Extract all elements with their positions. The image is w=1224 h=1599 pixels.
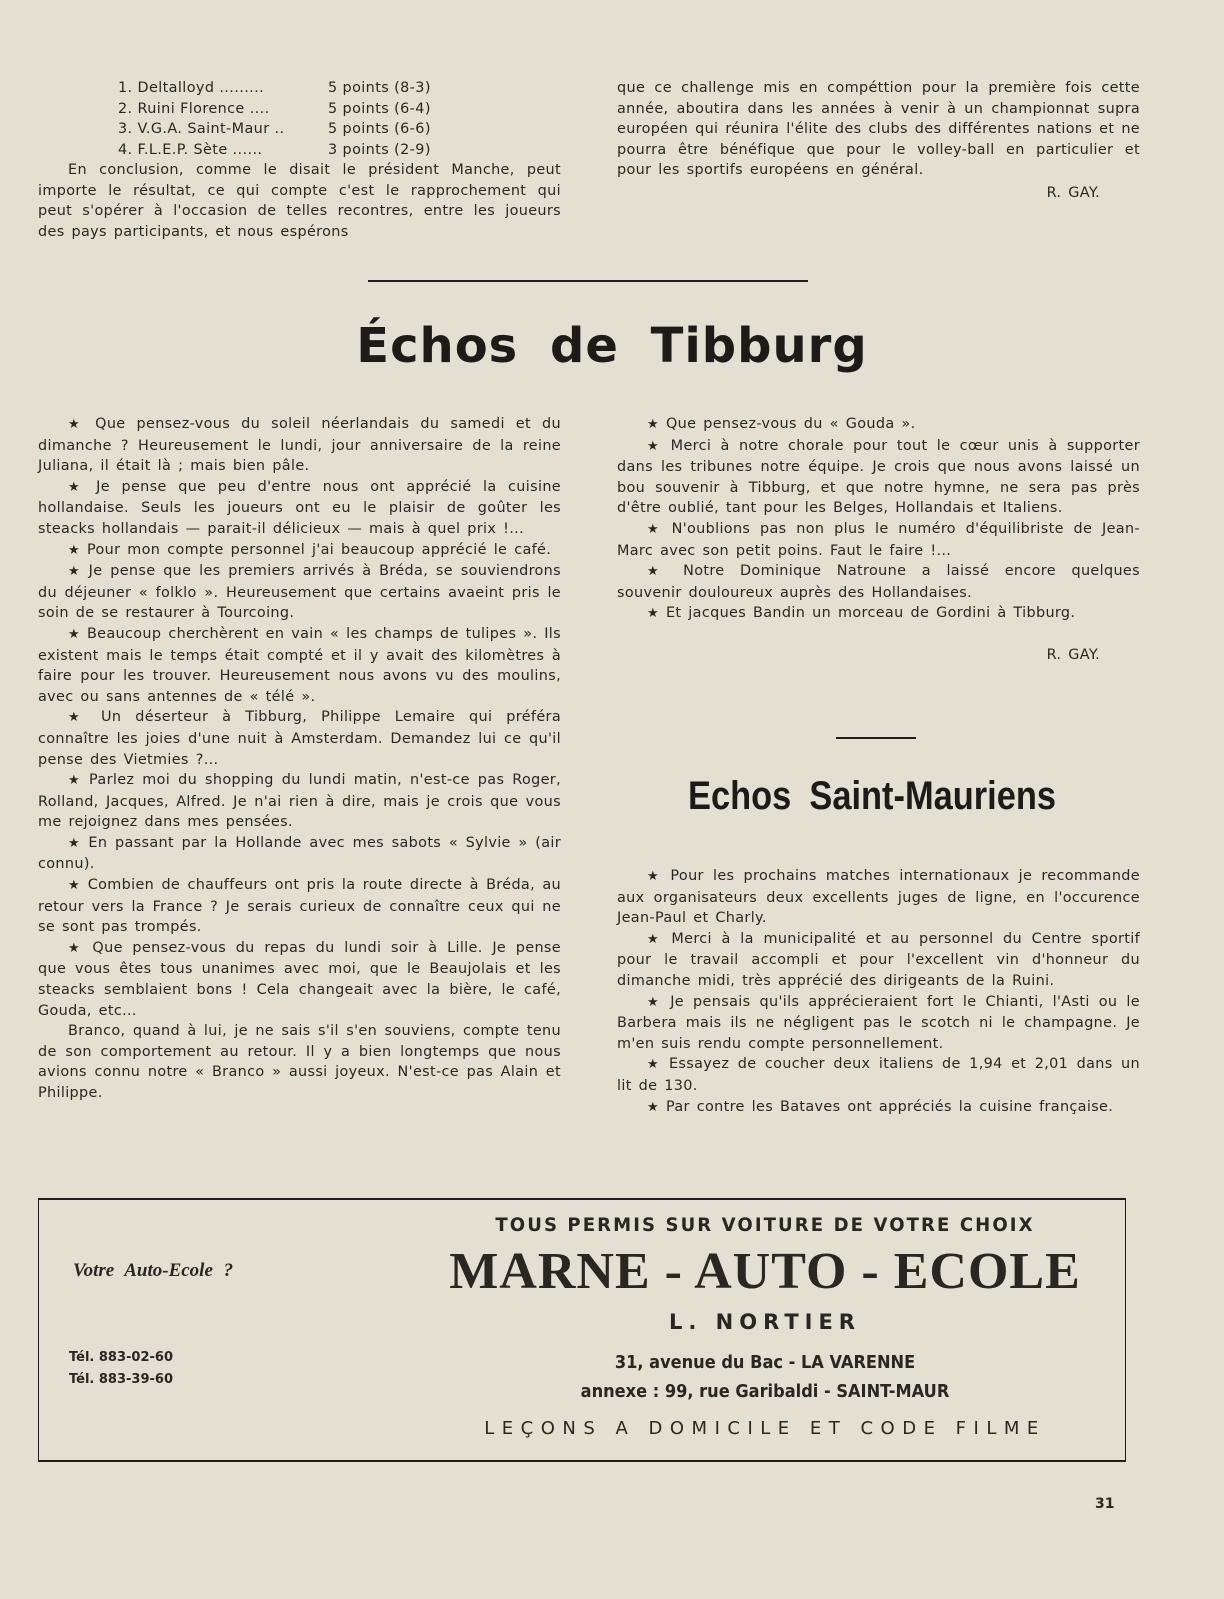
echo-item: ★ Pour mon compte personnel j'ai beaucoup apprécié le café. — [68, 541, 552, 558]
echo-item: ★ Je pense que peu d'entre nous ont apprécié la cuisine hollandaise. Seuls les joueurs ont eu le plaisir de goûter les steacks hollandais — parait-il délicieux — mais à quel prix !... — [38, 478, 561, 537]
star-icon: ★ — [647, 521, 662, 537]
ranking-row — [118, 78, 431, 99]
ranking-list — [118, 78, 431, 160]
intro-right-column — [617, 78, 1140, 204]
saint-mauriens-title: Echos Saint-Mauriens — [688, 774, 1056, 818]
echo-item: ★ Et jacques Bandin un morceau de Gordini à Tibburg. — [647, 605, 1076, 622]
ranking-team: 3. V.G.A. Saint-Maur .. — [118, 121, 285, 138]
star-icon: ★ — [68, 479, 85, 495]
echo-closing: Branco, quand à lui, je ne sais s'il s'en souviens, compte tenu de son comportement au retour. Il y a bien longtemps que nous avions connu notre « Branco » aussi joyeux. N'est-ce pas Alain et Philippe. — [38, 1023, 561, 1101]
echo-item: ★ Parlez moi du shopping du lundi matin, n'est-ce pas Roger, Rolland, Jacques, Alfred. Je n'ai rien à dire, mais je crois que vous me rejoignez dans mes pensées. — [38, 772, 561, 831]
ranking-row — [118, 140, 431, 161]
ranking-team: 4. F.L.E.P. Sète ...... — [118, 141, 263, 158]
tibburg-signature: R. GAY. — [1046, 646, 1100, 663]
star-icon: ★ — [68, 835, 81, 851]
echo-item: ★ Par contre les Bataves ont appréciés la cuisine française. — [647, 1098, 1114, 1115]
star-icon: ★ — [647, 417, 660, 432]
intro-signature: R. GAY. — [1046, 184, 1100, 201]
ranking-points: 3 points (2-9) — [328, 141, 431, 158]
echo-item: ★ Un déserteur à Tibburg, Philippe Lemaire qui préféra connaître les joies d'une nuit à Amsterdam. Demandez lui ce qu'il pense des Vietmies ?... — [38, 709, 561, 768]
star-icon: ★ — [647, 931, 662, 947]
echo-item: ★ Que pensez-vous du soleil néerlandais du samedi et du dimanche ? Heureusement le lundi, jour anniversaire de la reine Juliana, il était là ; mais bien pâle. — [38, 416, 561, 475]
ranking-points: 5 points (6-4) — [328, 100, 431, 117]
ranking-team: 2. Ruini Florence .... — [118, 100, 270, 117]
echo-item: ★ Essayez de coucher deux italiens de 1,94 et 2,01 dans un lit de 130. — [617, 1056, 1140, 1094]
echo-item: ★ Combien de chauffeurs ont pris la route directe à Bréda, au retour vers la France ? Je serais curieux de connaître ceux qui ne se sont pas trompés. — [38, 877, 561, 936]
star-icon: ★ — [647, 869, 662, 884]
star-icon: ★ — [68, 773, 82, 789]
echo-item: ★ Que pensez-vous du « Gouda ». — [647, 416, 916, 432]
echo-item: ★ Notre Dominique Natroune a laissé encore quelques souvenir douloureux auprès des Hollandaises. — [617, 563, 1140, 601]
ad-owner: L. NORTIER — [669, 1310, 861, 1334]
star-icon: ★ — [647, 606, 660, 622]
ad-phone: Tél. 883-02-60 — [69, 1350, 173, 1365]
star-icon: ★ — [68, 878, 81, 894]
saint-mauriens-column — [617, 866, 1140, 1118]
echo-item: ★ Merci à la municipalité et au personnel du Centre sportif pour le travail accompli et pour l'excellent vin d'honneur du dimanche midi, très apprécié des dirigeants de la Ruini. — [617, 930, 1140, 989]
ad-business-name: MARNE - AUTO - ECOLE — [449, 1243, 1081, 1300]
echo-item: ★ Pour les prochains matches internationaux je recommande aux organisateurs deux excellents juges de ligne, en l'occurence Jean-Paul et Charly. — [617, 868, 1140, 927]
ad-question: Votre Auto-Ecole ? — [73, 1260, 234, 1281]
ad-address: 31, avenue du Bac - LA VARENNE — [614, 1352, 916, 1373]
intro-left-paragraph: En conclusion, comme le disait le président Manche, peut importe le résultat, ce qui compte c'est le rapprochement qui peut s'opérer à l'occasion de telles recontres, entre les joueurs des pays participants, et nous espérons — [38, 162, 561, 240]
star-icon: ★ — [68, 542, 81, 558]
ad-phone: Tél. 883-39-60 — [69, 1372, 173, 1387]
star-icon: ★ — [68, 940, 83, 956]
ranking-team: 1. Deltalloyd ......... — [118, 80, 265, 96]
echo-item: ★ Que pensez-vous du repas du lundi soir à Lille. Je pense que vous êtes tous unanimes avec moi, que le Beaujolais et les steacks semblaient bons ! Cela changeait avec la bière, le café, Gouda, etc... — [38, 939, 561, 1019]
echo-item: ★ En passant par la Hollande avec mes sabots « Sylvie » (air connu). — [38, 834, 561, 873]
star-icon: ★ — [647, 438, 662, 454]
tibburg-left-column — [38, 414, 561, 1104]
star-icon: ★ — [647, 994, 662, 1010]
ad-address-annex: annexe : 99, rue Garibaldi - SAINT-MAUR — [580, 1381, 950, 1402]
echo-item: ★ Merci à notre chorale pour tout le cœur unis à supporter dans les tribunes notre équipe. Je crois que nous avons laissé un bou souvenir à Tibburg, et que notre hymne, ne sera pas près d'être oublié, tant pour les Belges, Hollandais et Italiens. — [617, 437, 1140, 517]
ranking-points: 5 points (8-3) — [328, 80, 431, 96]
echo-item: ★ Je pense que les premiers arrivés à Bréda, se souviendrons du déjeuner « folklo ». Heureusement que certains avaeint pris le soin de se restaurer à Tourcoing. — [38, 563, 561, 622]
ranking-points: 5 points (6-6) — [328, 121, 431, 138]
star-icon: ★ — [647, 564, 668, 580]
star-icon: ★ — [68, 564, 81, 580]
page-number: 31 — [1095, 1496, 1115, 1512]
star-icon: ★ — [68, 710, 88, 726]
star-icon: ★ — [68, 626, 81, 642]
intro-right-paragraph: que ce challenge mis en compéttion pour la première fois cette année, aboutira dans les années à venir à un championnat supra européen qui réunira l'élite des clubs des différentes nations et ne pourra être bénéfique que pour le volley-ball en particulier et pour les sportifs européens en général. — [617, 80, 1140, 179]
section-divider — [368, 280, 808, 282]
ranking-row — [118, 119, 431, 140]
ad-lessons: LEÇONS A DOMICILE ET CODE FILME — [484, 1418, 1046, 1439]
echo-item: ★ N'oublions pas non plus le numéro d'équilibriste de Jean-Marc avec son petit poins. Faut le faire !... — [617, 520, 1140, 559]
tibburg-title: Échos de Tibburg — [356, 318, 868, 374]
tibburg-right-column — [617, 414, 1140, 666]
echo-item: ★ Je pensais qu'ils apprécieraient fort le Chianti, l'Asti ou le Barbera mais ils ne négligent pas le scotch ni le champagne. Je m'en suis rendu compte personnellement. — [617, 993, 1140, 1052]
advertisement-box — [38, 1198, 1126, 1462]
ad-tagline: TOUS PERMIS SUR VOITURE DE VOTRE CHOIX — [495, 1214, 1035, 1236]
section-divider — [836, 737, 916, 739]
intro-left-column — [38, 160, 561, 242]
echo-item: ★ Beaucoup cherchèrent en vain « les champs de tulipes ». Ils existent mais le temps était compté et il y avait des kilomètres à faire pour les trouver. Heureusement nous avons vu des moulins, avec ou sans antennes de « télé ». — [38, 625, 562, 705]
star-icon: ★ — [647, 1057, 661, 1073]
star-icon: ★ — [647, 1099, 660, 1115]
ranking-row — [118, 99, 431, 120]
star-icon: ★ — [68, 417, 85, 432]
